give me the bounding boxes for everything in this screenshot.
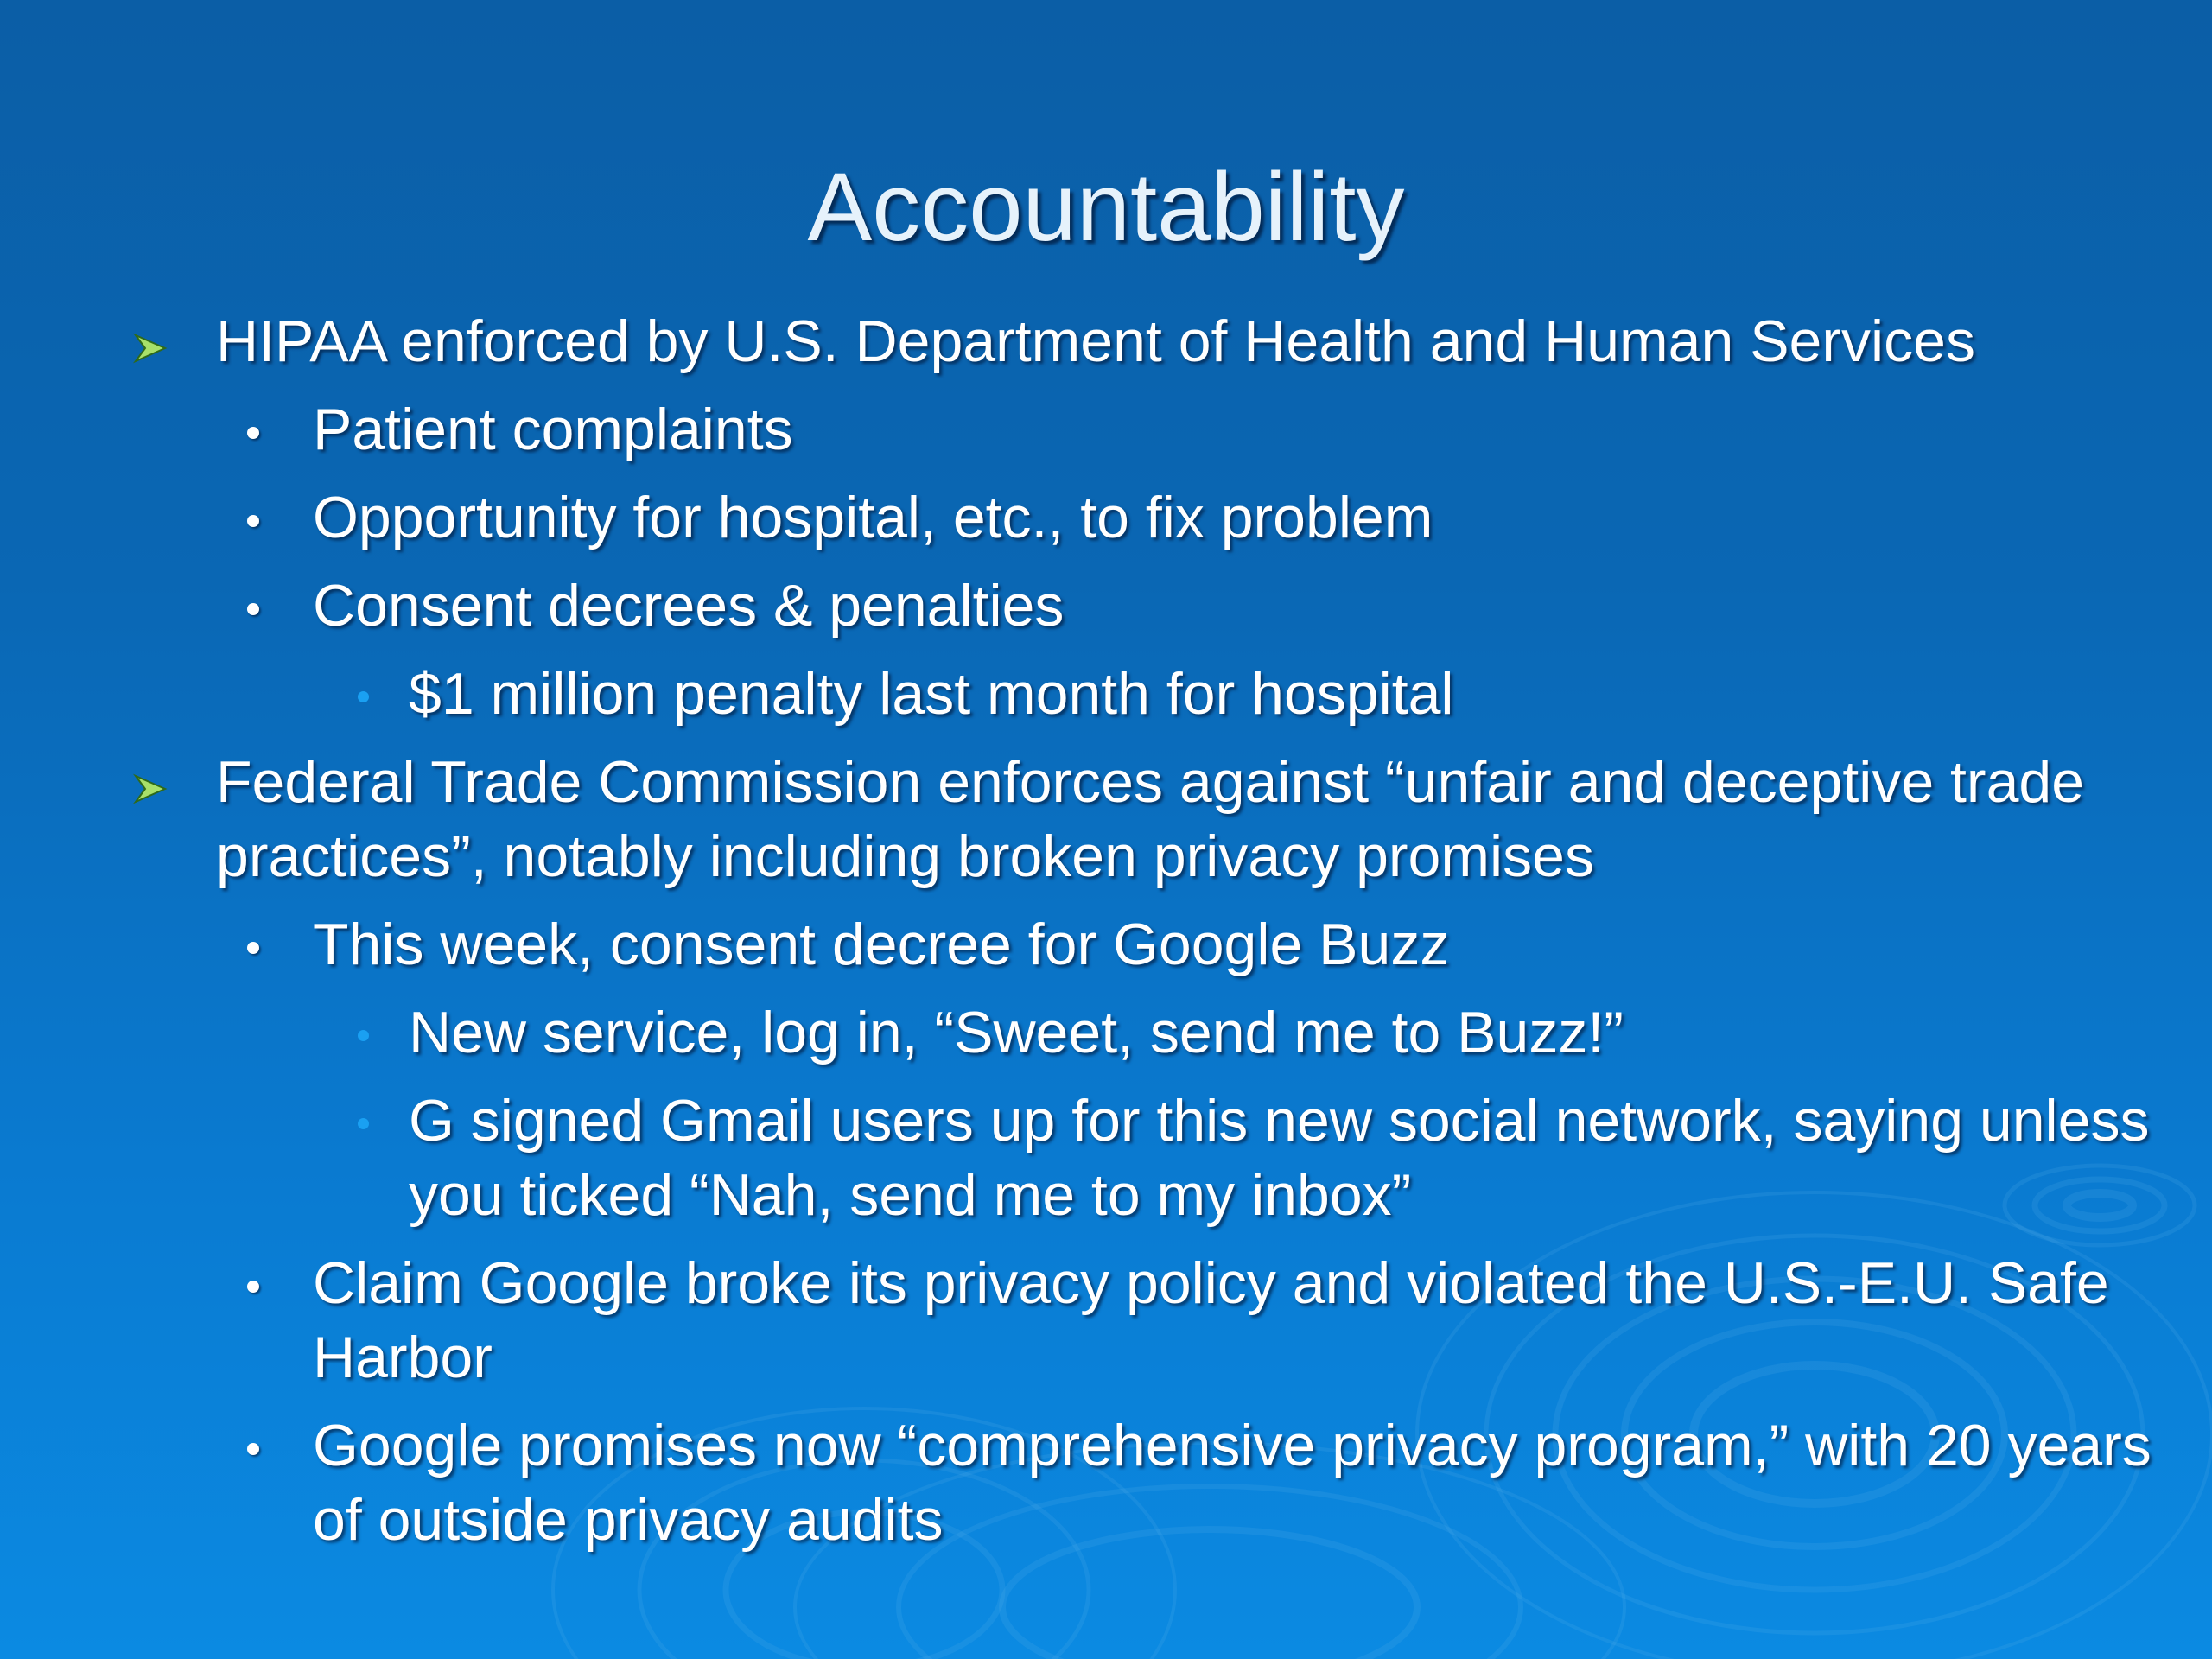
dot-icon — [247, 1281, 259, 1293]
bullet-text: Claim Google broke its privacy policy and violated the U.S.-E.U. Safe Harbor — [313, 1250, 2109, 1390]
dot-icon — [247, 427, 259, 439]
slide-title: Accountability — [807, 153, 1405, 261]
dot-icon — [247, 942, 259, 954]
arrow-right-icon — [132, 771, 168, 807]
bullet-text: This week, consent decree for Google Buzz — [313, 912, 1450, 977]
list-item — [0, 1246, 2212, 1395]
list-item — [0, 304, 2212, 378]
list-item — [0, 480, 2212, 555]
list-item — [0, 657, 2212, 731]
arrow-right-icon — [132, 330, 168, 366]
small-dot-icon — [358, 1118, 369, 1129]
bullet-text: Patient complaints — [313, 397, 793, 462]
bullet-text: Opportunity for hospital, etc., to fix problem — [313, 485, 1433, 550]
list-item — [0, 995, 2212, 1070]
dot-icon — [247, 515, 259, 527]
bullet-text: Consent decrees & penalties — [313, 573, 1065, 639]
list-item — [0, 907, 2212, 982]
small-dot-icon — [358, 1030, 369, 1041]
bullet-list — [0, 304, 2212, 1557]
list-item — [0, 1084, 2212, 1232]
small-dot-icon — [358, 691, 369, 702]
bullet-text: New service, log in, “Sweet, send me to Buzz!” — [409, 1000, 1624, 1065]
bullet-text: $1 million penalty last month for hospital — [409, 661, 1454, 727]
list-item — [0, 1408, 2212, 1557]
list-item — [0, 569, 2212, 643]
bullet-text: Google promises now “comprehensive privacy program,” with 20 years of outside privacy audits — [313, 1413, 2152, 1553]
dot-icon — [247, 603, 259, 615]
bullet-text: G signed Gmail users up for this new social network, saying unless you ticked “Nah, send me to my inbox” — [409, 1088, 2150, 1228]
bullet-text: HIPAA enforced by U.S. Department of Health and Human Services — [216, 308, 1975, 374]
list-item — [0, 392, 2212, 467]
bullet-text: Federal Trade Commission enforces against “unfair and deceptive trade practices”, notably including broken privacy promises — [216, 749, 2085, 889]
list-item — [0, 745, 2212, 893]
dot-icon — [247, 1443, 259, 1455]
